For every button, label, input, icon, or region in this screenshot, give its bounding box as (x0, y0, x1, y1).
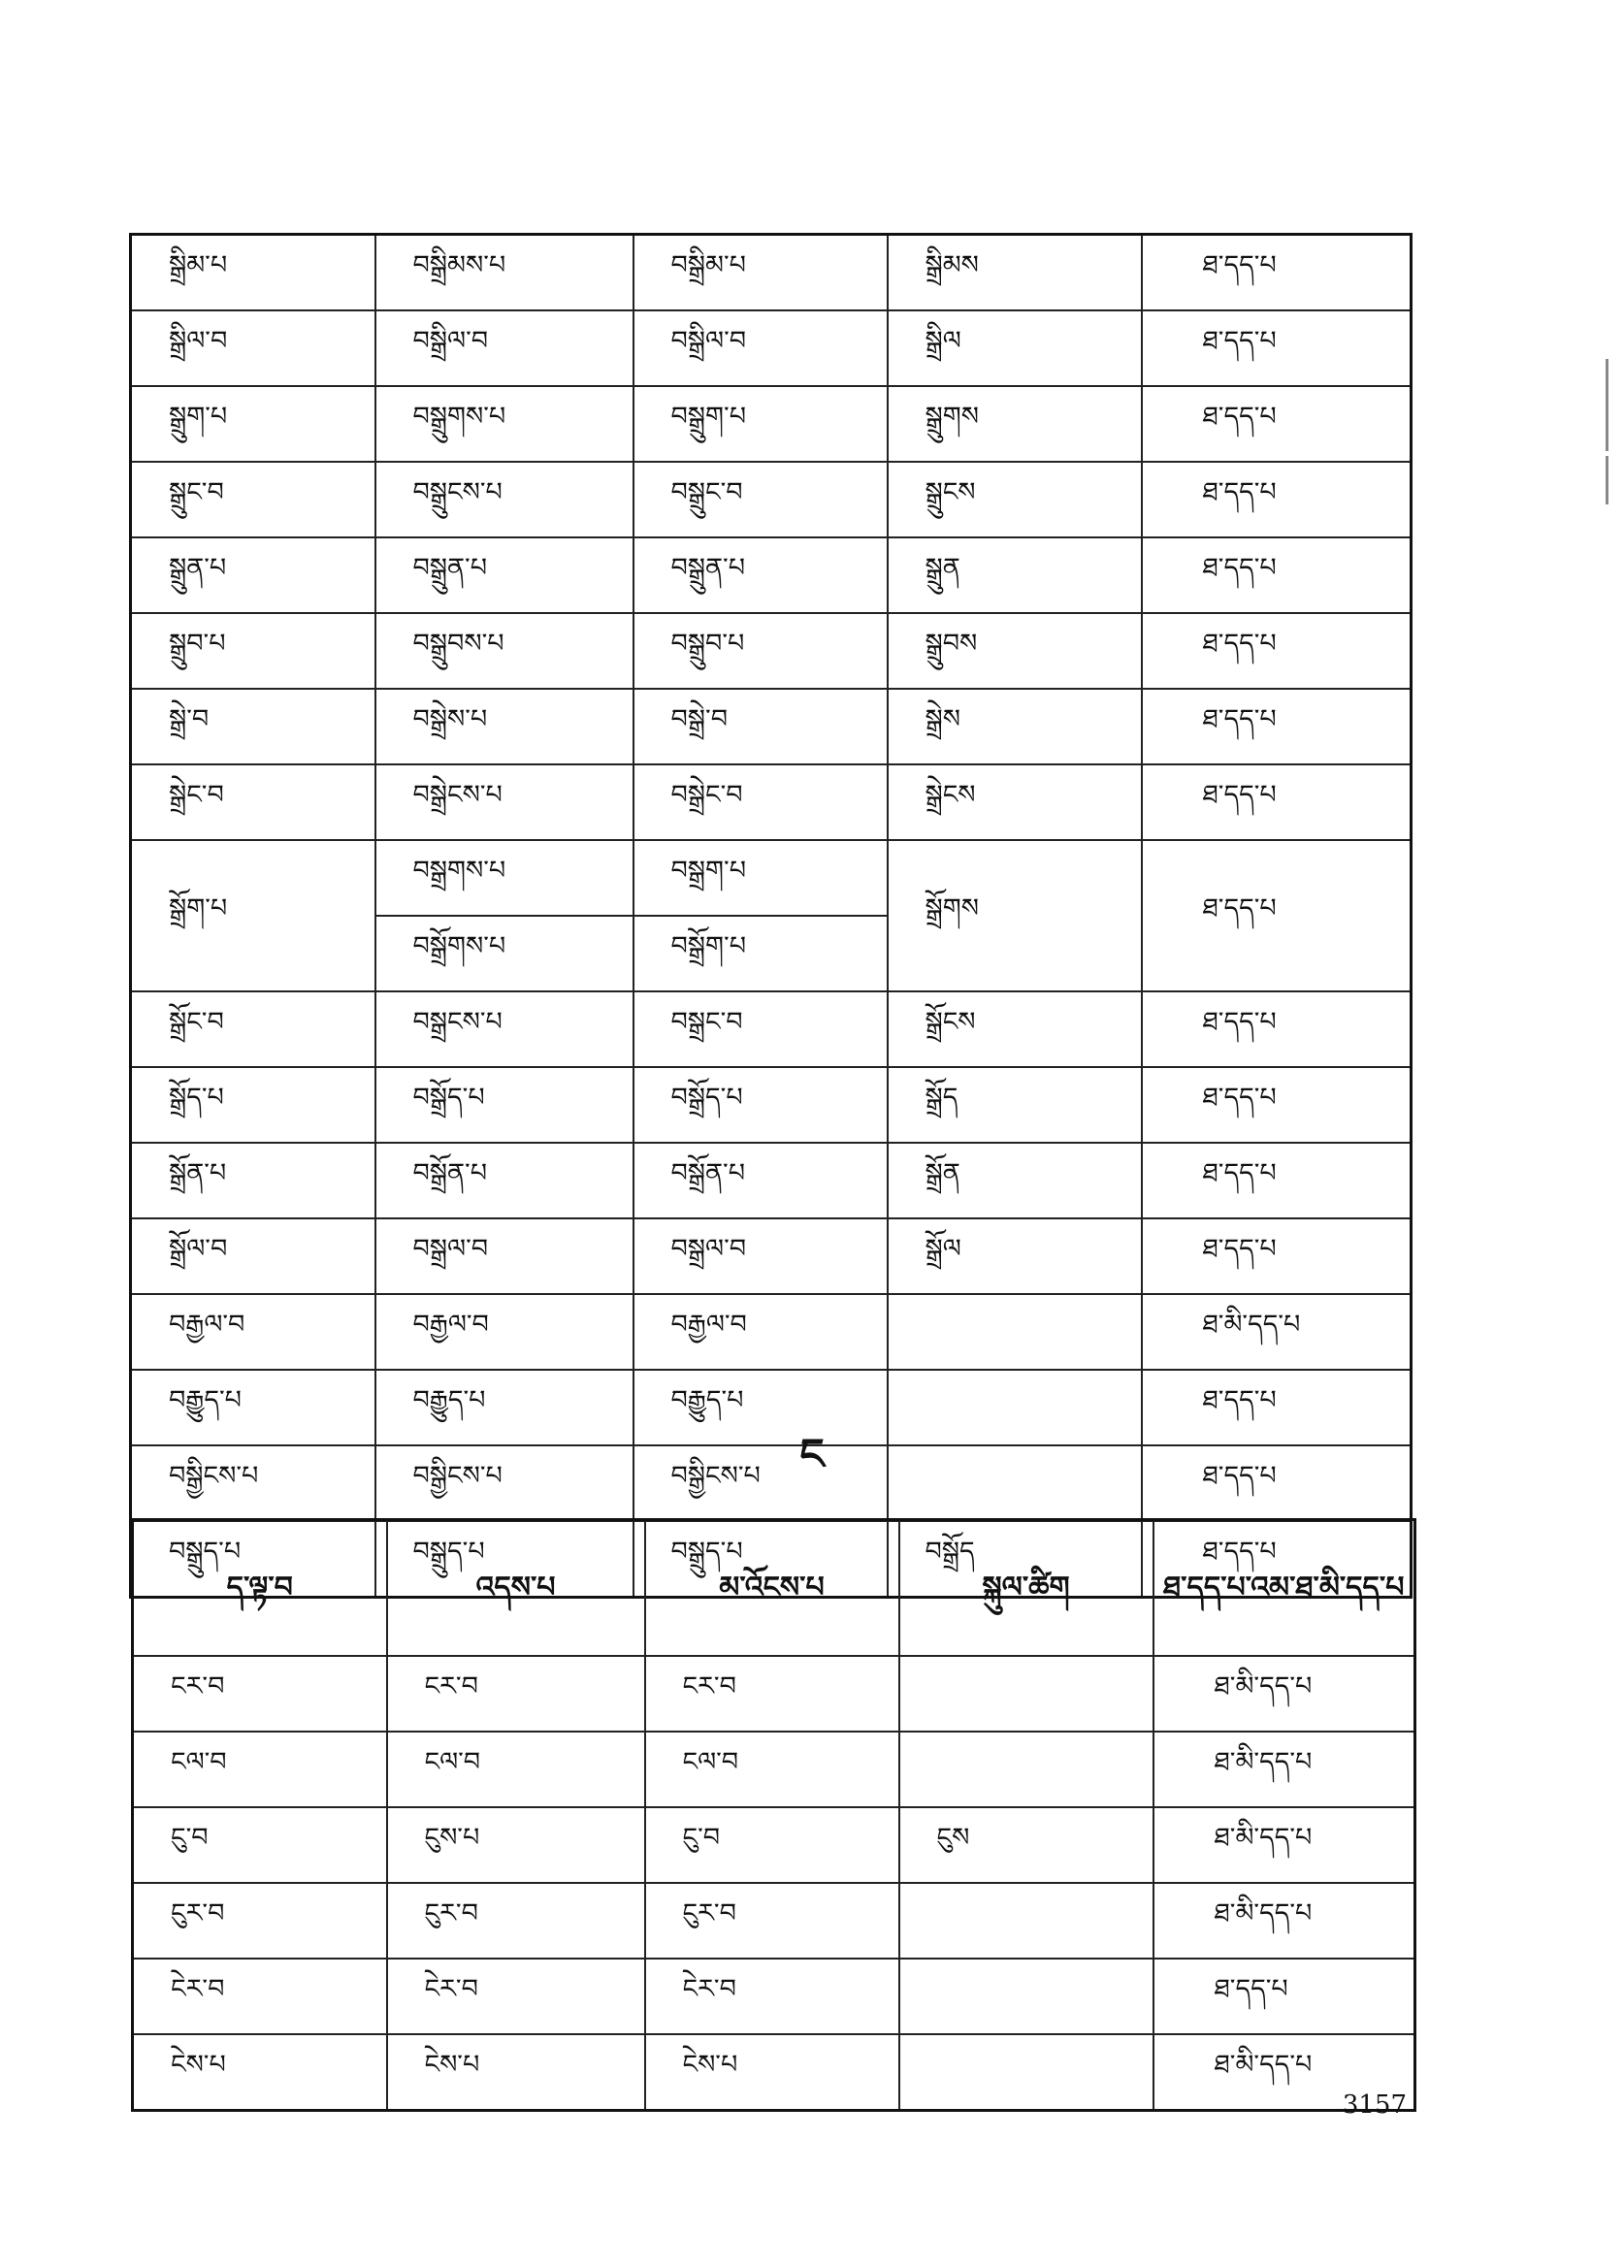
present-cell: བརྒྱུད་པ (131, 1370, 375, 1445)
transitivity-cell: ཐ་དད་པ (1142, 840, 1412, 991)
header-past: འདས་པ (387, 1520, 645, 1656)
verb-table-top (129, 233, 1413, 1599)
transitivity-cell: ཐ་དད་པ (1142, 1370, 1412, 1445)
past-cell: བསྒྲོན་པ (375, 1143, 633, 1218)
imperative-cell (899, 1883, 1153, 1959)
future-cell: བསྒྲེ་བ (633, 689, 888, 764)
past-cell: བསྒྲུད་པ (375, 1521, 633, 1598)
future-cell: བསྒྲིལ་བ (633, 310, 888, 386)
transitivity-cell: ཐ་དད་པ (1142, 1143, 1412, 1218)
past-cell: བསྒྲིལ་བ (375, 310, 633, 386)
table-row (131, 1067, 1412, 1143)
header-present: ད་ལྟ་བ (133, 1520, 387, 1656)
imperative-cell: སྒྲོངས (888, 991, 1142, 1067)
present-cell: ངེས་པ (133, 2034, 387, 2111)
past-cell: ངུར་བ (387, 1883, 645, 1959)
past-cell: བརྒྱལ་བ (375, 1294, 633, 1370)
present-cell: ངར་བ (133, 1656, 387, 1732)
imperative-cell: སྒྲུངས (888, 462, 1142, 537)
table-row (133, 1656, 1415, 1732)
table-row (131, 689, 1412, 764)
future-cell: བསྒྲོད་པ (633, 1067, 888, 1143)
table-row (131, 840, 1412, 916)
imperative-cell: སྒྲེངས (888, 764, 1142, 840)
future-cell: བསྒྲུད་པ (633, 1521, 888, 1598)
present-cell: སྒྲུང་བ (131, 462, 375, 537)
present-cell: བསྒྲུད་པ (131, 1521, 375, 1598)
future-cell: བསྒྱིངས་པ (633, 1445, 888, 1521)
future-cell: བསྒྲུན་པ (633, 537, 888, 613)
table-row (131, 310, 1412, 386)
transitivity-cell: ཐ་དད་པ (1142, 537, 1412, 613)
imperative-cell: སྒྲུབས (888, 613, 1142, 689)
future-cell: ངུར་བ (645, 1883, 899, 1959)
present-cell: སྒྲོན་པ (131, 1143, 375, 1218)
imperative-cell: སྒྲིལ (888, 310, 1142, 386)
imperative-cell: སྒྲེས (888, 689, 1142, 764)
section-heading-letter: ང (799, 1430, 825, 1479)
future-cell: བསྒྲེང་བ (633, 764, 888, 840)
table-row (131, 537, 1412, 613)
scan-edge-mark (1606, 359, 1608, 451)
past-cell: བསྒྲུགས་པ (375, 386, 633, 462)
past-cell: ངུས་པ (387, 1807, 645, 1883)
imperative-cell: སྒྲིམས (888, 235, 1142, 311)
future-cell: བརྒྱལ་བ (633, 1294, 888, 1370)
present-cell: སྒྲུབ་པ (131, 613, 375, 689)
header-transitivity: ཐ་དད་པ་འམ་ཐ་མི་དད་པ (1153, 1520, 1415, 1656)
imperative-cell: སྒྲུན (888, 537, 1142, 613)
page-number: 3157 (1342, 2090, 1407, 2120)
imperative-cell (899, 1959, 1153, 2034)
imperative-cell (899, 1732, 1153, 1807)
table-row (131, 613, 1412, 689)
present-cell: སྒྲོང་བ (131, 991, 375, 1067)
future-cell: ངར་བ (645, 1656, 899, 1732)
table-row (131, 1218, 1412, 1294)
present-cell: ངེར་བ (133, 1959, 387, 2034)
future-cell: བསྒྲུང་བ (633, 462, 888, 537)
imperative-cell: སྒྲོགས (888, 840, 1142, 991)
past-cell: བསྒྲགས་པ (375, 840, 633, 916)
present-cell: བསྒྱིངས་པ (131, 1445, 375, 1521)
future-cell: བརྒྱུད་པ (633, 1370, 888, 1445)
table-row (131, 235, 1412, 311)
present-cell: བརྒྱལ་བ (131, 1294, 375, 1370)
future-cell: བསྒྲོག་པ (633, 916, 888, 991)
transitivity-cell: ཐ་མི་དད་པ (1142, 1294, 1412, 1370)
past-cell: བསྒྲངས་པ (375, 991, 633, 1067)
table-row (133, 1883, 1415, 1959)
scan-edge-mark (1606, 456, 1608, 504)
past-cell: ངེར་བ (387, 1959, 645, 2034)
past-cell: བསྒྲུབས་པ (375, 613, 633, 689)
table-row (133, 1807, 1415, 1883)
transitivity-cell: ཐ་དད་པ (1142, 764, 1412, 840)
table-row (131, 386, 1412, 462)
future-cell: བསྒྲལ་བ (633, 1218, 888, 1294)
future-cell: བསྒྲིམ་པ (633, 235, 888, 311)
imperative-cell: སྒྲོན (888, 1143, 1142, 1218)
header-future: མ་འོངས་པ (645, 1520, 899, 1656)
future-cell: བསྒྲོན་པ (633, 1143, 888, 1218)
imperative-cell (888, 1294, 1142, 1370)
past-cell: བརྒྱུད་པ (375, 1370, 633, 1445)
present-cell: སྒྲིལ་བ (131, 310, 375, 386)
imperative-cell: སྒྲུགས (888, 386, 1142, 462)
past-cell: བསྒྲིམས་པ (375, 235, 633, 311)
transitivity-cell: ཐ་དད་པ (1142, 1521, 1412, 1598)
past-cell: བསྒྱིངས་པ (375, 1445, 633, 1521)
past-cell: ངེས་པ (387, 2034, 645, 2111)
future-cell: ངུ་བ (645, 1807, 899, 1883)
past-cell: བསྒྲེངས་པ (375, 764, 633, 840)
present-cell: སྒྲོད་པ (131, 1067, 375, 1143)
future-cell: ངེར་བ (645, 1959, 899, 2034)
imperative-cell: སྒྲོད (888, 1067, 1142, 1143)
header-row (133, 1520, 1415, 1656)
present-cell: ངུར་བ (133, 1883, 387, 1959)
present-cell: སྒྲུག་པ (131, 386, 375, 462)
verb-table-bottom (131, 1518, 1416, 2112)
transitivity-cell: ཐ་དད་པ (1142, 689, 1412, 764)
past-cell: བསྒྲུངས་པ (375, 462, 633, 537)
present-cell: སྒྲུན་པ (131, 537, 375, 613)
imperative-cell (899, 1656, 1153, 1732)
transitivity-cell: ཐ་མི་དད་པ (1153, 1883, 1415, 1959)
future-cell: ངེས་པ (645, 2034, 899, 2111)
past-cell: བསྒྲེས་པ (375, 689, 633, 764)
table-row (131, 991, 1412, 1067)
table-row (131, 1294, 1412, 1370)
present-cell: ངུ་བ (133, 1807, 387, 1883)
past-cell: བསྒྲུན་པ (375, 537, 633, 613)
present-cell: ངལ་བ (133, 1732, 387, 1807)
transitivity-cell: ཐ་དད་པ (1142, 462, 1412, 537)
header-imperative: སྐུལ་ཚིག (899, 1520, 1153, 1656)
table-row (133, 1959, 1415, 2034)
past-cell: བསྒྲོགས་པ (375, 916, 633, 991)
transitivity-cell: ཐ་མི་དད་པ (1153, 1732, 1415, 1807)
present-cell: སྒྲེང་བ (131, 764, 375, 840)
past-cell: ངལ་བ (387, 1732, 645, 1807)
transitivity-cell: ཐ་མི་དད་པ (1153, 2034, 1415, 2111)
imperative-cell: བསྒྲོད (888, 1521, 1142, 1598)
table-row (131, 462, 1412, 537)
table-row (131, 764, 1412, 840)
transitivity-cell: ཐ་དད་པ (1142, 1067, 1412, 1143)
present-cell: སྒྲོག་པ (131, 840, 375, 991)
transitivity-cell: ཐ་དད་པ (1142, 613, 1412, 689)
present-cell: སྒྲོལ་བ (131, 1218, 375, 1294)
transitivity-cell: ཐ་མི་དད་པ (1153, 1807, 1415, 1883)
transitivity-cell: ཐ་དད་པ (1142, 1445, 1412, 1521)
present-cell: སྒྲིམ་པ (131, 235, 375, 311)
transitivity-cell: ཐ་མི་དད་པ (1153, 1656, 1415, 1732)
table-row (133, 1732, 1415, 1807)
present-cell: སྒྲེ་བ (131, 689, 375, 764)
imperative-cell: ངུས (899, 1807, 1153, 1883)
table-row (131, 1143, 1412, 1218)
past-cell: ངར་བ (387, 1656, 645, 1732)
transitivity-cell: ཐ་དད་པ (1142, 310, 1412, 386)
future-cell: ངལ་བ (645, 1732, 899, 1807)
transitivity-cell: ཐ་དད་པ (1142, 1218, 1412, 1294)
future-cell: བསྒྲག་པ (633, 840, 888, 916)
future-cell: བསྒྲང་བ (633, 991, 888, 1067)
transitivity-cell: ཐ་དད་པ (1142, 386, 1412, 462)
imperative-cell (899, 2034, 1153, 2111)
transitivity-cell: ཐ་དད་པ (1142, 235, 1412, 311)
table-row (133, 2034, 1415, 2111)
transitivity-cell: ཐ་དད་པ (1142, 991, 1412, 1067)
future-cell: བསྒྲུག་པ (633, 386, 888, 462)
past-cell: བསྒྲོད་པ (375, 1067, 633, 1143)
imperative-cell: སྒྲོལ (888, 1218, 1142, 1294)
past-cell: བསྒྲལ་བ (375, 1218, 633, 1294)
future-cell: བསྒྲུབ་པ (633, 613, 888, 689)
transitivity-cell: ཐ་དད་པ (1153, 1959, 1415, 2034)
